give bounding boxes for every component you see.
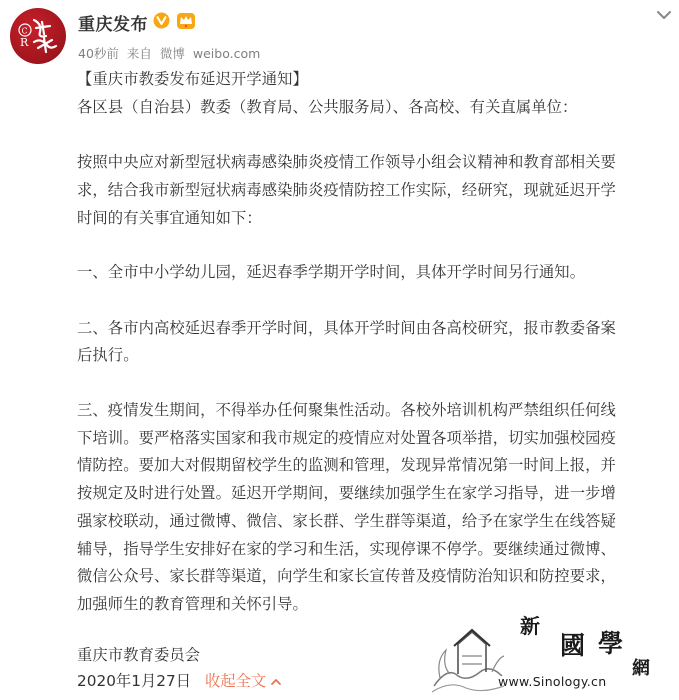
post-paragraph-line: 强家校联动，通过微博、微信、家长群、学生群等渠道，给予在家学生在线答疑 bbox=[77, 512, 616, 530]
post-title: 【重庆市教委发布延迟开学通知】 bbox=[77, 70, 308, 88]
avatar[interactable] bbox=[10, 8, 66, 64]
post-paragraph-line: 后执行。 bbox=[77, 346, 139, 364]
post-meta bbox=[78, 44, 264, 62]
post-date-row bbox=[77, 669, 282, 691]
post-paragraph-line: 三、疫情发生期间，不得举办任何聚集性活动。各校外培训机构严禁组织任何线 bbox=[77, 401, 616, 419]
watermark-char: 網 bbox=[632, 658, 650, 679]
account-name[interactable]: 重庆发布 bbox=[78, 15, 148, 35]
chongqing-fabu-logo-icon bbox=[16, 16, 60, 56]
post-paragraph-line: 情防控。要加大对假期留校学生的监测和管理，发现异常情况第一时间上报，并 bbox=[77, 456, 616, 474]
watermark-char: 學 bbox=[598, 629, 624, 658]
source-prefix: 来自 bbox=[126, 46, 152, 61]
post-date: 2020年1月27日 bbox=[77, 672, 192, 690]
verified-v-icon bbox=[153, 12, 170, 29]
post-time[interactable]: 40秒前 bbox=[78, 46, 119, 61]
svg-text:R: R bbox=[20, 36, 29, 49]
post-paragraph-line: 辅导，指导学生安排好在家的学习和生活，实现停课不停学。要继续通过微博、 bbox=[77, 540, 616, 558]
post-paragraph-line: 一、全市中小学幼儿园，延迟春季学期开学时间，具体开学时间另行通知。 bbox=[77, 263, 586, 281]
post-paragraph-line: 二、各市内高校延迟春季开学时间，具体开学时间由各高校研究，报市教委备案 bbox=[77, 319, 616, 337]
chevron-up-icon[interactable] bbox=[270, 677, 282, 687]
post-paragraph-line: 按规定及时进行处置。延迟开学期间，要继续加强学生在家学习指导，进一步增 bbox=[77, 484, 616, 502]
post-paragraph-line: 下培训。要严格落实国家和我市规定的疫情应对处置各项举措，切实加强校园疫 bbox=[77, 429, 616, 447]
post-paragraph-line: 时间的有关事宜通知如下： bbox=[77, 209, 262, 227]
post-recipients: 各区县（自治县）教委（教育局、公共服务局）、各高校、有关直属单位： bbox=[77, 98, 578, 116]
watermark-char: 國 bbox=[560, 631, 586, 660]
svg-text:C: C bbox=[21, 26, 28, 36]
source-name[interactable]: 微博 bbox=[159, 46, 185, 61]
chevron-down-icon[interactable] bbox=[652, 6, 676, 26]
post-paragraph-line: 按照中央应对新型冠状病毒感染肺炎疫情工作领导小组会议精神和教育部相关要 bbox=[77, 153, 616, 171]
member-crown-icon[interactable] bbox=[176, 11, 196, 30]
post-paragraph-line: 加强师生的教育管理和关怀引导。 bbox=[77, 595, 308, 613]
post-signature: 重庆市教育委员会 bbox=[77, 646, 201, 664]
post-paragraph-line: 求，结合我市新型冠状病毒感染肺炎疫情防控工作实际，经研究，现就延迟开学 bbox=[77, 181, 616, 199]
source-site: weibo.com bbox=[192, 46, 261, 61]
ink-pavilion-icon bbox=[428, 616, 508, 696]
sinology-watermark bbox=[428, 606, 678, 700]
watermark-url: www.Sinology.cn bbox=[498, 674, 607, 689]
watermark-char: 新 bbox=[520, 614, 540, 638]
collapse-full-text-link[interactable]: 收起全文 bbox=[205, 672, 267, 690]
post-paragraph-line: 微信公众号、家长群等渠道，向学生和家长宣传普及疫情防治知识和防控要求， bbox=[77, 567, 616, 585]
